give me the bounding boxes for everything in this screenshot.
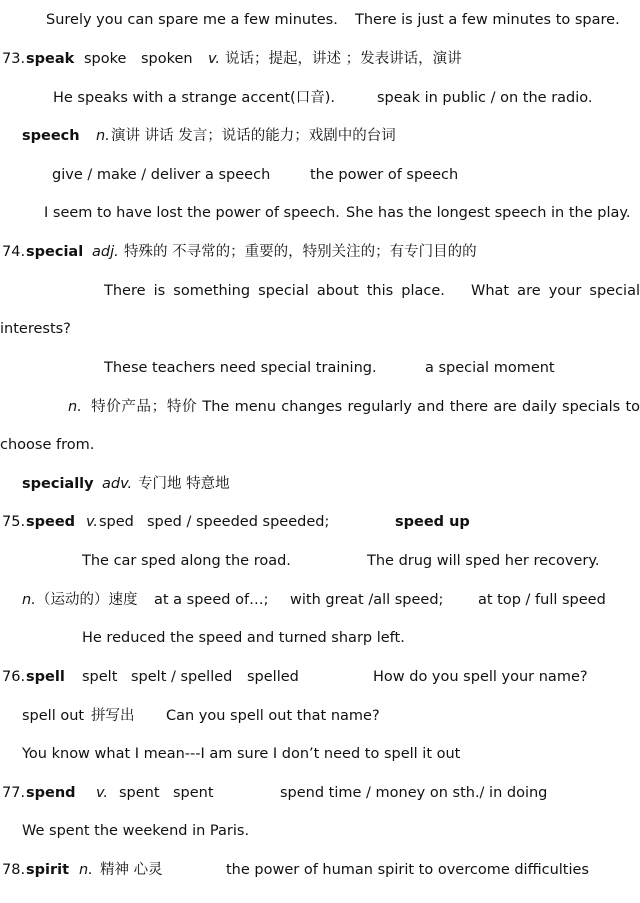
headword: specially	[22, 476, 94, 492]
example-line	[0, 354, 640, 382]
example-line	[0, 6, 640, 34]
part-of-speech: adv.	[102, 476, 133, 492]
example-sentence: The car sped along the road.	[82, 553, 291, 569]
verb-forms: spelt	[82, 669, 118, 685]
sense-line	[0, 586, 640, 614]
example-line	[0, 161, 640, 189]
example-sentence: Can you spell out that name?	[166, 708, 380, 724]
example-phrase: the power of human spirit to overcome difficulties	[226, 862, 589, 878]
phrasal-verb: speed up	[395, 514, 470, 530]
example-phrase: at top / full speed	[478, 592, 606, 608]
example-phrase: speak in public / on the radio.	[377, 90, 593, 106]
example-line	[0, 740, 640, 768]
phrase-headword: spell out	[22, 708, 85, 724]
verb-forms: sped / speeded speeded;	[147, 514, 330, 530]
part-of-speech: v.	[208, 51, 221, 67]
verb-forms: spoke	[84, 51, 127, 67]
example-line	[104, 277, 640, 305]
entry-heading-spell-out	[0, 702, 640, 730]
headword: speak	[26, 51, 75, 67]
part-of-speech: n.	[68, 399, 82, 415]
chinese-meaning: 专门地 特意地	[138, 476, 230, 492]
example-phrase: with great /all speed;	[290, 592, 444, 608]
entry-heading-special	[0, 238, 640, 266]
entry-heading-specially	[0, 470, 640, 498]
example-sentence: What are your special	[471, 283, 640, 299]
verb-forms: spelt / spelled	[131, 669, 233, 685]
chinese-meaning: 演讲 讲话 发言；说话的能力；戏剧中的台词	[111, 128, 396, 144]
example-phrase: spend time / money on sth./ in doing	[280, 785, 548, 801]
entry-heading-spell	[0, 663, 640, 691]
example-line	[0, 624, 640, 652]
verb-forms: spent	[173, 785, 214, 801]
headword: spell	[26, 669, 65, 685]
example-phrase: the power of speech	[310, 167, 459, 183]
example-sentence-continued: interests?	[0, 321, 71, 337]
part-of-speech: n.	[96, 128, 110, 144]
chinese-meaning: （运动的）速度	[36, 592, 138, 608]
entry-heading-speak	[0, 45, 640, 73]
example-sentence: I seem to have lost the power of speech.	[44, 205, 340, 221]
example-sentence: How do you spell your name?	[373, 669, 588, 685]
part-of-speech: adj.	[92, 244, 119, 260]
example-phrase: a special moment	[425, 360, 555, 376]
example-line	[0, 431, 640, 459]
example-sentence: He reduced the speed and turned sharp left.	[82, 630, 405, 646]
sense-definition-and-example: 特价产品；特价 The menu changes regularly and there are daily specials to	[91, 399, 640, 415]
example-sentence: These teachers need special training.	[104, 360, 377, 376]
example-phrase: at a speed of…;	[154, 592, 269, 608]
headword: spend	[26, 785, 76, 801]
example-sentence: You know what I mean---I am sure I don’t need to spell it out	[22, 746, 461, 762]
part-of-speech: n.	[79, 862, 93, 878]
example-line	[0, 199, 640, 227]
example-sentence: He speaks with a strange accent(口音).	[53, 90, 335, 106]
example-line	[0, 84, 640, 112]
verb-forms: spoken	[141, 51, 193, 67]
example-sentence: There is just a few minutes to spare.	[355, 12, 620, 28]
headword: special	[26, 244, 84, 260]
part-of-speech: n.	[22, 592, 36, 608]
verb-forms: spent	[119, 785, 160, 801]
example-sentence: The drug will sped her recovery.	[367, 553, 600, 569]
entry-number: 78.	[2, 862, 26, 878]
example-sentence: There is something special about this place.	[104, 283, 445, 299]
entry-heading-spirit	[0, 856, 640, 884]
chinese-meaning: 说话；提起，讲述 ；发表讲话，演讲	[225, 51, 462, 67]
part-of-speech: v.	[86, 514, 99, 530]
headword: speech	[22, 128, 80, 144]
example-sentence-continued: choose from.	[0, 437, 95, 453]
entry-heading-spend	[0, 779, 640, 807]
chinese-meaning: 特殊的 不寻常的；重要的，特别关注的；有专门目的的	[124, 244, 477, 260]
chinese-meaning: 精神 心灵	[100, 862, 163, 878]
entry-heading-speech	[0, 122, 640, 150]
example-phrase: give / make / deliver a speech	[52, 167, 271, 183]
sense-line	[68, 393, 640, 421]
example-sentence: We spent the weekend in Paris.	[22, 823, 250, 839]
example-line	[0, 817, 640, 845]
entry-number: 75.	[2, 514, 26, 530]
example-line	[0, 547, 640, 575]
entry-number: 74.	[2, 244, 26, 260]
example-sentence: She has the longest speech in the play.	[346, 205, 631, 221]
headword: spirit	[26, 862, 70, 878]
entry-number: 77.	[2, 785, 26, 801]
entry-number: 73.	[2, 51, 26, 67]
example-sentence: Surely you can spare me a few minutes.	[46, 12, 338, 28]
part-of-speech: v.	[96, 785, 109, 801]
entry-heading-speed	[0, 508, 640, 536]
entry-number: 76.	[2, 669, 26, 685]
verb-forms: sped	[99, 514, 134, 530]
chinese-meaning: 拼写出	[91, 708, 135, 724]
headword: speed	[26, 514, 76, 530]
example-line	[0, 315, 640, 343]
verb-forms: spelled	[247, 669, 299, 685]
